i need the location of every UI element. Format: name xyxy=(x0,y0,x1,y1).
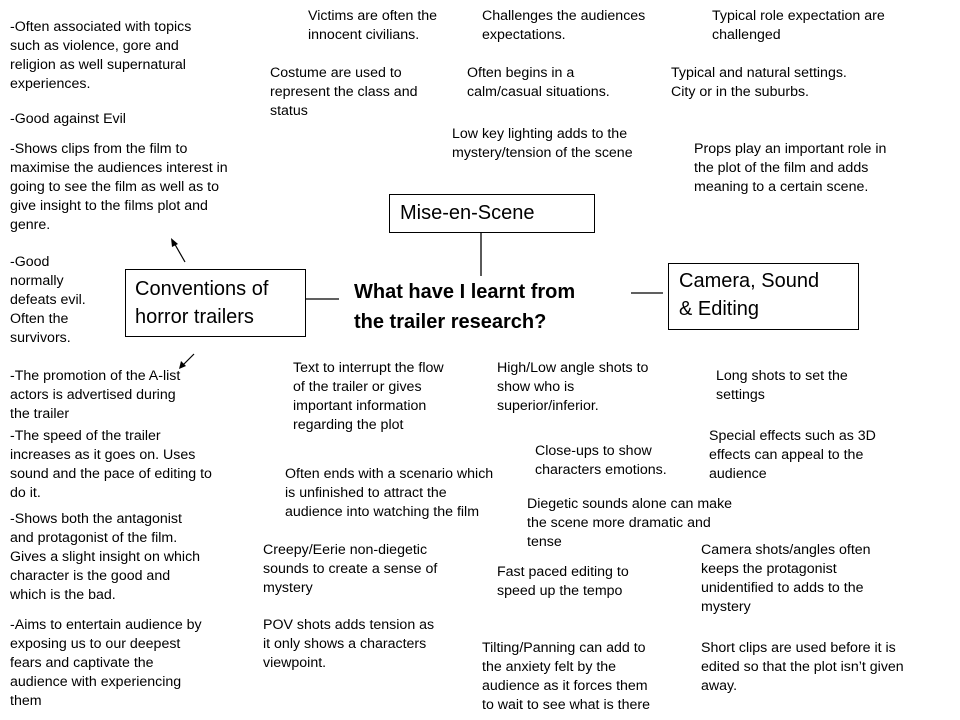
note-conventions-topics: -Often associated with topics such as violence, gore and religion as well supernatural experiences. xyxy=(10,19,192,92)
note-conventions-antagonist: -Shows both the antagonist and protagonist of the film. Gives a slight insight on which character is the good and which is the bad. xyxy=(10,511,201,603)
mise-en-scene-node: Mise-en-Scene xyxy=(389,194,595,233)
note-camera-shots: Camera shots/angles often keeps the protagonist unidentified to adds to the mystery xyxy=(701,542,871,615)
note-conventions-speed: -The speed of the trailer increases as it goes on. Uses sound and the pace of editing to do it. xyxy=(10,428,212,501)
note-camera-creepy: Creepy/Eerie non-diegetic sounds to create a sense of mystery xyxy=(263,542,438,596)
note-conventions-clips: -Shows clips from the film to maximise the audiences interest in going to see the film as well as to give insight to the films plot and genre. xyxy=(10,141,228,233)
note-camera-ends: Often ends with a scenario which is unfinished to attract the audience into watching the film xyxy=(285,466,494,520)
arrow-down-icon xyxy=(179,354,194,369)
note-conventions-alist: -The promotion of the A-list actors is advertised during the trailer xyxy=(10,368,181,422)
note-camera-special: Special effects such as 3D effects can appeal to the audience xyxy=(709,428,876,482)
note-camera-short: Short clips are used before it is edited so that the plot isn’t given away. xyxy=(701,640,904,694)
note-mise-costume: Costume are used to represent the class and status xyxy=(270,65,418,119)
note-mise-challenges: Challenges the audiences expectations. xyxy=(482,8,646,43)
note-camera-fast: Fast paced editing to speed up the tempo xyxy=(497,564,629,599)
note-mise-role: Typical role expectation are challenged xyxy=(712,8,885,43)
note-mise-settings: Typical and natural settings. City or in the suburbs. xyxy=(671,65,847,100)
arrow-up-icon xyxy=(171,238,185,262)
note-camera-pov: POV shots adds tension as it only shows a characters viewpoint. xyxy=(263,617,435,671)
camera-sound-editing-node: Camera, Sound & Editing xyxy=(668,263,859,330)
note-camera-angle: High/Low angle shots to show who is superior/inferior. xyxy=(497,360,649,414)
conventions-node: Conventions of horror trailers xyxy=(125,269,306,337)
note-mise-victims: Victims are often the innocent civilians. xyxy=(308,8,438,43)
central-question: What have I learnt from the trailer research? xyxy=(354,281,576,333)
note-conventions-entertain: -Aims to entertain audience by exposing us to our deepest fears and captivate the audience with experiencing them xyxy=(10,617,202,709)
note-camera-diegetic: Diegetic sounds alone can make the scene more dramatic and tense xyxy=(527,496,733,550)
note-camera-text: Text to interrupt the flow of the trailer or gives important information regarding the plot xyxy=(293,360,444,433)
note-camera-tilting: Tilting/Panning can add to the anxiety felt by the audience as it forces them to wait to see what is there xyxy=(482,640,650,713)
note-conventions-good-evil: -Good against Evil xyxy=(10,111,126,127)
note-camera-long: Long shots to set the settings xyxy=(716,368,848,403)
note-camera-closeups: Close-ups to show characters emotions. xyxy=(535,443,667,478)
note-mise-lighting: Low key lighting adds to the mystery/tension of the scene xyxy=(452,126,633,161)
note-mise-props: Props play an important role in the plot of the film and adds meaning to a certain scene. xyxy=(694,141,887,195)
note-mise-begins: Often begins in a calm/casual situations. xyxy=(467,65,610,100)
note-conventions-good-defeats: -Good normally defeats evil. Often the survivors. xyxy=(10,254,86,346)
